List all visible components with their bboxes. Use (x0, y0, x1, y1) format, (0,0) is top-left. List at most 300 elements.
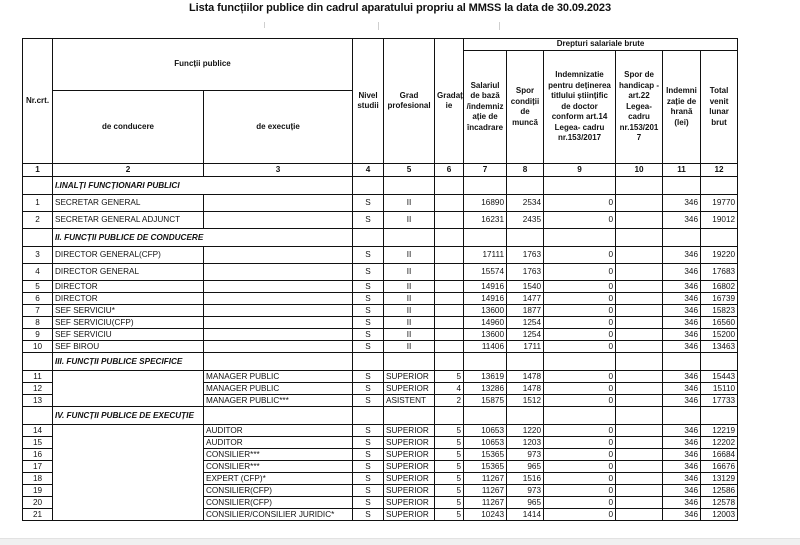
cell-total-venit: 13463 (701, 341, 738, 353)
cell-de-executie (204, 212, 353, 229)
cell-salariul-baza: 15875 (464, 395, 507, 407)
cell-spor-handicap (616, 264, 663, 281)
cell-de-executie (204, 329, 353, 341)
cell-indemnizatie-doctor: 0 (544, 317, 616, 329)
cell-indemnizatie-doctor: 0 (544, 264, 616, 281)
row-number: 9 (23, 329, 53, 341)
table-row (23, 305, 738, 317)
cell-nivel-studii: S (353, 485, 384, 497)
cell-spor-conditii: 1477 (507, 293, 544, 305)
empty-cell (435, 177, 464, 195)
table-row (23, 195, 738, 212)
column-number: 12 (701, 164, 738, 177)
cell-grad-profesional: II (384, 264, 435, 281)
cell-de-executie: CONSILIER(CFP) (204, 485, 353, 497)
cell-salariul-baza: 14916 (464, 281, 507, 293)
cell-total-venit: 12219 (701, 425, 738, 437)
cell-total-venit: 15823 (701, 305, 738, 317)
cell-gradatie: 5 (435, 497, 464, 509)
cell-salariul-baza: 11267 (464, 497, 507, 509)
cell-de-executie: EXPERT (CFP)* (204, 473, 353, 485)
cell-spor-handicap (616, 449, 663, 461)
cell-de-conducere: SEF SERVICIU(CFP) (53, 317, 204, 329)
cell-spor-conditii: 1414 (507, 509, 544, 521)
cell-salariul-baza: 15574 (464, 264, 507, 281)
cell-indemnizatie-doctor: 0 (544, 395, 616, 407)
cell-salariul-baza: 11406 (464, 341, 507, 353)
header-salariul-baza: Salariul de bază /indemniz ație de încadrare (464, 51, 507, 164)
cell-total-venit: 12202 (701, 437, 738, 449)
cell-grad-profesional: II (384, 212, 435, 229)
cell-spor-handicap (616, 371, 663, 383)
cell-grad-profesional: SUPERIOR (384, 509, 435, 521)
cell-indemnizatie-hrana: 346 (663, 293, 701, 305)
empty-cell (204, 353, 353, 371)
section-header-row (23, 177, 738, 195)
empty-cell (464, 177, 507, 195)
cell-spor-handicap (616, 341, 663, 353)
cell-salariul-baza: 13600 (464, 305, 507, 317)
cell-indemnizatie-hrana: 346 (663, 195, 701, 212)
empty-cell (435, 229, 464, 247)
cell-indemnizatie-hrana: 346 (663, 497, 701, 509)
empty-cell (384, 229, 435, 247)
cell-nivel-studii: S (353, 509, 384, 521)
empty-cell (616, 177, 663, 195)
cell-total-venit: 17733 (701, 395, 738, 407)
cell-nivel-studii: S (353, 461, 384, 473)
document-title: Lista funcțiilor publice din cadrul aparatului propriu al MMSS la data de 30.09.2023 (189, 2, 611, 14)
header-spor-conditii: Spor condiții de muncă (507, 51, 544, 164)
empty-cell (384, 407, 435, 425)
empty-cell (507, 177, 544, 195)
cell-gradatie (435, 329, 464, 341)
column-number: 7 (464, 164, 507, 177)
column-number: 9 (544, 164, 616, 177)
row-number: 20 (23, 497, 53, 509)
cell-grad-profesional: II (384, 293, 435, 305)
cell-total-venit: 16739 (701, 293, 738, 305)
cell-grad-profesional: SUPERIOR (384, 461, 435, 473)
cell-indemnizatie-hrana: 346 (663, 473, 701, 485)
cell-spor-conditii: 2435 (507, 212, 544, 229)
cell-indemnizatie-hrana: 346 (663, 281, 701, 293)
cell-grad-profesional: II (384, 317, 435, 329)
cell-indemnizatie-doctor: 0 (544, 383, 616, 395)
cell-spor-conditii: 973 (507, 485, 544, 497)
cell-salariul-baza: 13286 (464, 383, 507, 395)
cell-salariul-baza: 11267 (464, 473, 507, 485)
cell-indemnizatie-hrana: 346 (663, 485, 701, 497)
empty-cell (663, 229, 701, 247)
column-number: 1 (23, 164, 53, 177)
cell-de-executie (204, 293, 353, 305)
header-gradatie: Gradaț ie (435, 39, 464, 164)
salary-table (22, 38, 738, 521)
cell-indemnizatie-hrana: 346 (663, 341, 701, 353)
cell-total-venit: 12578 (701, 497, 738, 509)
cell-indemnizatie-doctor: 0 (544, 425, 616, 437)
cell-indemnizatie-doctor: 0 (544, 293, 616, 305)
table-row (23, 281, 738, 293)
cell-gradatie: 5 (435, 425, 464, 437)
cell-spor-handicap (616, 509, 663, 521)
cell-spor-conditii: 1540 (507, 281, 544, 293)
empty-cell (464, 407, 507, 425)
cell-salariul-baza: 16890 (464, 195, 507, 212)
empty-cell (23, 177, 53, 195)
cell-total-venit: 16676 (701, 461, 738, 473)
cell-spor-handicap (616, 305, 663, 317)
cell-indemnizatie-doctor: 0 (544, 509, 616, 521)
cell-indemnizatie-hrana: 346 (663, 329, 701, 341)
cell-indemnizatie-hrana: 346 (663, 395, 701, 407)
empty-cell (701, 177, 738, 195)
cell-salariul-baza: 11267 (464, 485, 507, 497)
cell-spor-handicap (616, 247, 663, 264)
cell-grad-profesional: SUPERIOR (384, 449, 435, 461)
cell-gradatie: 5 (435, 449, 464, 461)
column-number: 2 (53, 164, 204, 177)
table-body (23, 177, 738, 521)
empty-cell (353, 177, 384, 195)
cell-gradatie: 5 (435, 485, 464, 497)
scan-artifact (264, 22, 265, 28)
cell-de-executie (204, 281, 353, 293)
header-indemnizatie-hrana: Indemni zație de hrană (lei) (663, 51, 701, 164)
cell-total-venit: 19012 (701, 212, 738, 229)
cell-salariul-baza: 10243 (464, 509, 507, 521)
cell-gradatie (435, 341, 464, 353)
cell-indemnizatie-hrana: 346 (663, 305, 701, 317)
section-header-row (23, 353, 738, 371)
empty-cell (353, 353, 384, 371)
cell-indemnizatie-hrana: 346 (663, 371, 701, 383)
row-number: 19 (23, 485, 53, 497)
empty-cell (701, 353, 738, 371)
cell-indemnizatie-hrana: 346 (663, 425, 701, 437)
cell-de-conducere: DIRECTOR (53, 293, 204, 305)
table-row (23, 329, 738, 341)
row-number: 14 (23, 425, 53, 437)
header-nivel-studii: Nivel studii (353, 39, 384, 164)
cell-de-executie (204, 305, 353, 317)
cell-spor-handicap (616, 473, 663, 485)
cell-spor-handicap (616, 195, 663, 212)
cell-gradatie (435, 195, 464, 212)
cell-gradatie (435, 317, 464, 329)
table-row (23, 212, 738, 229)
cell-nivel-studii: S (353, 497, 384, 509)
table-row (23, 371, 738, 383)
cell-de-executie: CONSILIER(CFP) (204, 497, 353, 509)
cell-spor-handicap (616, 212, 663, 229)
cell-nivel-studii: S (353, 264, 384, 281)
header-de-conducere: de conducere (53, 91, 204, 164)
section-header-row (23, 229, 738, 247)
cell-salariul-baza: 13619 (464, 371, 507, 383)
header-grad-profesional: Grad profesional (384, 39, 435, 164)
cell-gradatie: 5 (435, 437, 464, 449)
cell-nivel-studii: S (353, 281, 384, 293)
empty-cell (23, 229, 53, 247)
cell-de-conducere: DIRECTOR (53, 281, 204, 293)
cell-de-executie: CONSILIER*** (204, 461, 353, 473)
column-number: 11 (663, 164, 701, 177)
row-number: 15 (23, 437, 53, 449)
cell-indemnizatie-doctor: 0 (544, 485, 616, 497)
cell-total-venit: 16684 (701, 449, 738, 461)
cell-nivel-studii: S (353, 371, 384, 383)
table-row (23, 317, 738, 329)
cell-total-venit: 19220 (701, 247, 738, 264)
empty-cell (544, 353, 616, 371)
header-functii-publice: Funcții publice (53, 39, 353, 91)
header-spor-handicap: Spor de handicap - art.22 Legea- cadru nr.153/201 7 (616, 51, 663, 164)
row-number: 4 (23, 264, 53, 281)
cell-indemnizatie-doctor: 0 (544, 341, 616, 353)
header-de-executie: de execuție (204, 91, 353, 164)
cell-grad-profesional: SUPERIOR (384, 383, 435, 395)
cell-de-conducere: SEF SERVICIU* (53, 305, 204, 317)
row-number: 18 (23, 473, 53, 485)
cell-total-venit: 15200 (701, 329, 738, 341)
row-number: 17 (23, 461, 53, 473)
cell-indemnizatie-doctor: 0 (544, 247, 616, 264)
row-number: 10 (23, 341, 53, 353)
cell-spor-handicap (616, 437, 663, 449)
cell-nivel-studii: S (353, 383, 384, 395)
row-number: 2 (23, 212, 53, 229)
cell-grad-profesional: SUPERIOR (384, 437, 435, 449)
cell-indemnizatie-doctor: 0 (544, 449, 616, 461)
cell-de-executie (204, 247, 353, 264)
cell-gradatie: 2 (435, 395, 464, 407)
empty-cell (384, 353, 435, 371)
cell-indemnizatie-doctor: 0 (544, 305, 616, 317)
cell-spor-conditii: 1254 (507, 317, 544, 329)
row-number: 16 (23, 449, 53, 461)
empty-cell (464, 353, 507, 371)
cell-de-conducere: SEF BIROU (53, 341, 204, 353)
cell-salariul-baza: 15365 (464, 449, 507, 461)
header-nr-crt: Nr.crt. (23, 39, 53, 164)
cell-nivel-studii: S (353, 449, 384, 461)
header-drepturi-salariale: Drepturi salariale brute (464, 39, 738, 51)
empty-cell (507, 407, 544, 425)
cell-de-executie (204, 341, 353, 353)
cell-total-venit: 13129 (701, 473, 738, 485)
cell-total-venit: 15110 (701, 383, 738, 395)
cell-spor-conditii: 1478 (507, 383, 544, 395)
row-number: 6 (23, 293, 53, 305)
row-number: 21 (23, 509, 53, 521)
cell-indemnizatie-doctor: 0 (544, 212, 616, 229)
empty-cell (544, 177, 616, 195)
empty-cell (507, 353, 544, 371)
cell-nivel-studii: S (353, 473, 384, 485)
cell-gradatie (435, 247, 464, 264)
cell-gradatie (435, 281, 464, 293)
cell-total-venit: 15443 (701, 371, 738, 383)
cell-indemnizatie-hrana: 346 (663, 461, 701, 473)
cell-de-executie: AUDITOR (204, 425, 353, 437)
empty-cell (544, 407, 616, 425)
column-number-row (23, 164, 738, 177)
cell-nivel-studii: S (353, 317, 384, 329)
section-title: III. FUNCȚII PUBLICE SPECIFICE (53, 353, 204, 371)
empty-cell (701, 407, 738, 425)
table-row (23, 425, 738, 437)
cell-spor-handicap (616, 485, 663, 497)
cell-indemnizatie-doctor: 0 (544, 461, 616, 473)
cell-total-venit: 16560 (701, 317, 738, 329)
empty-cell (507, 229, 544, 247)
cell-nivel-studii: S (353, 293, 384, 305)
cell-de-executie: MANAGER PUBLIC*** (204, 395, 353, 407)
cell-indemnizatie-hrana: 346 (663, 437, 701, 449)
cell-spor-handicap (616, 293, 663, 305)
cell-de-executie: AUDITOR (204, 437, 353, 449)
cell-gradatie: 4 (435, 383, 464, 395)
cell-total-venit: 12586 (701, 485, 738, 497)
cell-spor-conditii: 1220 (507, 425, 544, 437)
cell-spor-handicap (616, 497, 663, 509)
cell-de-executie (204, 317, 353, 329)
table-row (23, 293, 738, 305)
cell-gradatie (435, 293, 464, 305)
cell-salariul-baza: 10653 (464, 425, 507, 437)
empty-cell (435, 353, 464, 371)
cell-gradatie (435, 212, 464, 229)
cell-grad-profesional: SUPERIOR (384, 425, 435, 437)
table-header (23, 39, 738, 177)
cell-spor-handicap (616, 329, 663, 341)
row-number: 3 (23, 247, 53, 264)
cell-salariul-baza: 14960 (464, 317, 507, 329)
row-number: 11 (23, 371, 53, 383)
cell-indemnizatie-hrana: 346 (663, 383, 701, 395)
cell-spor-conditii: 1877 (507, 305, 544, 317)
cell-nivel-studii: S (353, 212, 384, 229)
empty-cell (701, 229, 738, 247)
cell-gradatie: 5 (435, 461, 464, 473)
cell-spor-handicap (616, 425, 663, 437)
scan-artifact (499, 22, 500, 30)
cell-spor-conditii: 1478 (507, 371, 544, 383)
cell-total-venit: 12003 (701, 509, 738, 521)
row-number: 1 (23, 195, 53, 212)
cell-de-conducere-merged (53, 425, 204, 521)
row-number: 8 (23, 317, 53, 329)
cell-indemnizatie-doctor: 0 (544, 195, 616, 212)
cell-salariul-baza: 15365 (464, 461, 507, 473)
empty-cell (616, 407, 663, 425)
cell-spor-conditii: 965 (507, 461, 544, 473)
table-row (23, 264, 738, 281)
cell-grad-profesional: II (384, 341, 435, 353)
cell-de-conducere: SECRETAR GENERAL ADJUNCT (53, 212, 204, 229)
empty-cell (353, 407, 384, 425)
empty-cell (616, 353, 663, 371)
cell-spor-conditii: 1516 (507, 473, 544, 485)
cell-salariul-baza: 13600 (464, 329, 507, 341)
row-number: 12 (23, 383, 53, 395)
cell-salariul-baza: 10653 (464, 437, 507, 449)
cell-de-executie: MANAGER PUBLIC (204, 371, 353, 383)
cell-spor-handicap (616, 383, 663, 395)
cell-de-executie (204, 195, 353, 212)
empty-cell (23, 407, 53, 425)
cell-indemnizatie-hrana: 346 (663, 317, 701, 329)
cell-grad-profesional: II (384, 329, 435, 341)
row-number: 5 (23, 281, 53, 293)
empty-cell (435, 407, 464, 425)
cell-spor-conditii: 973 (507, 449, 544, 461)
column-number: 8 (507, 164, 544, 177)
cell-de-executie: CONSILIER/CONSILIER JURIDIC* (204, 509, 353, 521)
cell-spor-conditii: 1203 (507, 437, 544, 449)
cell-grad-profesional: II (384, 247, 435, 264)
cell-nivel-studii: S (353, 305, 384, 317)
scan-artifact (378, 22, 379, 30)
empty-cell (464, 229, 507, 247)
cell-spor-conditii: 1711 (507, 341, 544, 353)
cell-spor-handicap (616, 317, 663, 329)
cell-grad-profesional: SUPERIOR (384, 371, 435, 383)
table-row (23, 247, 738, 264)
cell-indemnizatie-hrana: 346 (663, 212, 701, 229)
cell-indemnizatie-doctor: 0 (544, 473, 616, 485)
cell-grad-profesional: SUPERIOR (384, 497, 435, 509)
cell-gradatie: 5 (435, 371, 464, 383)
cell-de-executie (204, 264, 353, 281)
column-number: 4 (353, 164, 384, 177)
empty-cell (353, 229, 384, 247)
section-title: I.INALȚI FUNCȚIONARI PUBLICI (53, 177, 353, 195)
section-title: II. FUNCȚII PUBLICE DE CONDUCERE (53, 229, 353, 247)
header-total-venit: Total venit lunar brut (701, 51, 738, 164)
cell-spor-conditii: 1763 (507, 247, 544, 264)
cell-de-conducere: SECRETAR GENERAL (53, 195, 204, 212)
header-indemnizatie-doctor: Indemnizatie pentru deținerea titlului științific de doctor conform art.14 Legea- cadru nr.153/2017 (544, 51, 616, 164)
cell-gradatie (435, 264, 464, 281)
cell-nivel-studii: S (353, 329, 384, 341)
cell-indemnizatie-hrana: 346 (663, 509, 701, 521)
empty-cell (384, 177, 435, 195)
row-number: 13 (23, 395, 53, 407)
section-title: IV. FUNCȚII PUBLICE DE EXECUȚIE (53, 407, 204, 425)
cell-indemnizatie-doctor: 0 (544, 497, 616, 509)
cell-nivel-studii: S (353, 195, 384, 212)
cell-indemnizatie-doctor: 0 (544, 281, 616, 293)
cell-gradatie: 5 (435, 473, 464, 485)
cell-grad-profesional: II (384, 195, 435, 212)
cell-total-venit: 19770 (701, 195, 738, 212)
cell-indemnizatie-hrana: 346 (663, 247, 701, 264)
cell-nivel-studii: S (353, 341, 384, 353)
cell-indemnizatie-hrana: 346 (663, 449, 701, 461)
cell-spor-conditii: 1254 (507, 329, 544, 341)
cell-salariul-baza: 17111 (464, 247, 507, 264)
cell-de-conducere: DIRECTOR GENERAL (53, 264, 204, 281)
cell-spor-conditii: 1512 (507, 395, 544, 407)
empty-cell (616, 229, 663, 247)
cell-de-executie: CONSILIER*** (204, 449, 353, 461)
cell-spor-conditii: 1763 (507, 264, 544, 281)
cell-spor-handicap (616, 281, 663, 293)
cell-grad-profesional: ASISTENT (384, 395, 435, 407)
